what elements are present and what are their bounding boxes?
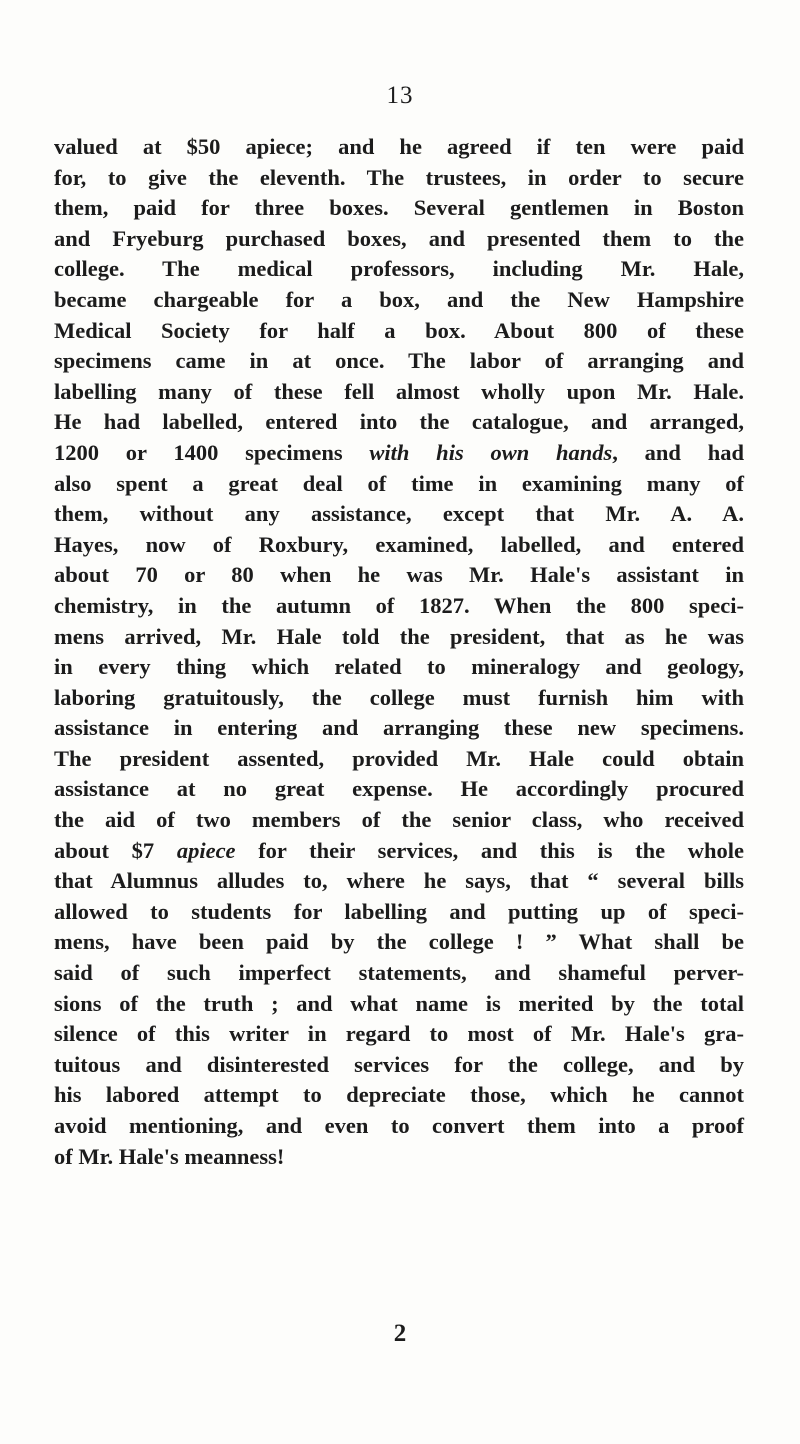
text-line: and Fryeburg purchased boxes, and presented them to the <box>54 225 744 251</box>
text-line: of Mr. Hale's meanness! <box>54 1143 285 1169</box>
text-line: his labored attempt to depreciate those, which he cannot <box>54 1082 744 1108</box>
text-line: allowed to students for labelling and putting up of speci- <box>54 898 744 924</box>
text-line: silence of this writer in regard to most of Mr. Hale's gra- <box>54 1021 744 1047</box>
text-line: laboring gratuitously, the college must furnish him with <box>54 684 744 710</box>
text-line: for, to give the eleventh. The trustees, in order to secure <box>54 164 744 190</box>
italic-phrase: apiece <box>176 837 236 863</box>
text-line: labelling many of these fell almost wholly upon Mr. Hale. <box>54 378 744 404</box>
text-line: college. The medical professors, including Mr. Hale, <box>54 256 744 282</box>
italic-phrase: with his own hands <box>369 439 613 465</box>
text-line: mens arrived, Mr. Hale told the president, that as he was <box>54 623 744 649</box>
text-line: also spent a great deal of time in examining many of <box>54 470 744 496</box>
text-line: The president assented, provided Mr. Hale could obtain <box>54 745 744 771</box>
text-line: He had labelled, entered into the catalogue, and arranged, <box>54 409 744 435</box>
text-line: specimens came in at once. The labor of arranging and <box>54 348 744 374</box>
text-line: Medical Society for half a box. About 800 of these <box>54 317 744 343</box>
text-line: tuitous and disinterested services for the college, and by <box>54 1051 744 1077</box>
body-text <box>54 132 744 1172</box>
text-line: Hayes, now of Roxbury, examined, labelled, and entered <box>54 531 744 557</box>
text-segment: 1200 or 1400 specimens <box>54 439 370 465</box>
text-line: said of such imperfect statements, and shameful perver- <box>54 960 744 986</box>
text-line-with-italic <box>54 438 744 469</box>
text-segment: about $7 <box>54 837 177 863</box>
text-segment: , and had <box>612 439 744 465</box>
text-segment: for their services, and this is the whole <box>235 837 744 863</box>
text-line-with-italic <box>54 836 744 867</box>
text-line: sions of the truth ; and what name is merited by the total <box>54 990 744 1016</box>
text-line: in every thing which related to mineralogy and geology, <box>54 654 744 680</box>
text-line: that Alumnus alludes to, where he says, that “ several bills <box>54 868 744 894</box>
text-line: valued at $50 apiece; and he agreed if ten were paid <box>54 134 744 159</box>
text-line: assistance at no great expense. He accordingly procured <box>54 776 744 802</box>
text-line: became chargeable for a box, and the New Hampshire <box>54 286 744 312</box>
signature-mark: 2 <box>393 1320 407 1347</box>
text-line: avoid mentioning, and even to convert them into a proof <box>54 1113 744 1138</box>
text-line: them, paid for three boxes. Several gentlemen in Boston <box>54 195 744 221</box>
page-number: 13 <box>386 82 414 109</box>
text-line: about 70 or 80 when he was Mr. Hale's assistant in <box>54 562 744 588</box>
text-line: chemistry, in the autumn of 1827. When the 800 speci- <box>54 592 744 618</box>
text-line: mens, have been paid by the college ! ” What shall be <box>54 929 744 955</box>
text-line: them, without any assistance, except that Mr. A. A. <box>54 501 744 527</box>
text-line: assistance in entering and arranging these new specimens. <box>54 715 744 741</box>
text-line: the aid of two members of the senior class, who received <box>54 807 744 833</box>
